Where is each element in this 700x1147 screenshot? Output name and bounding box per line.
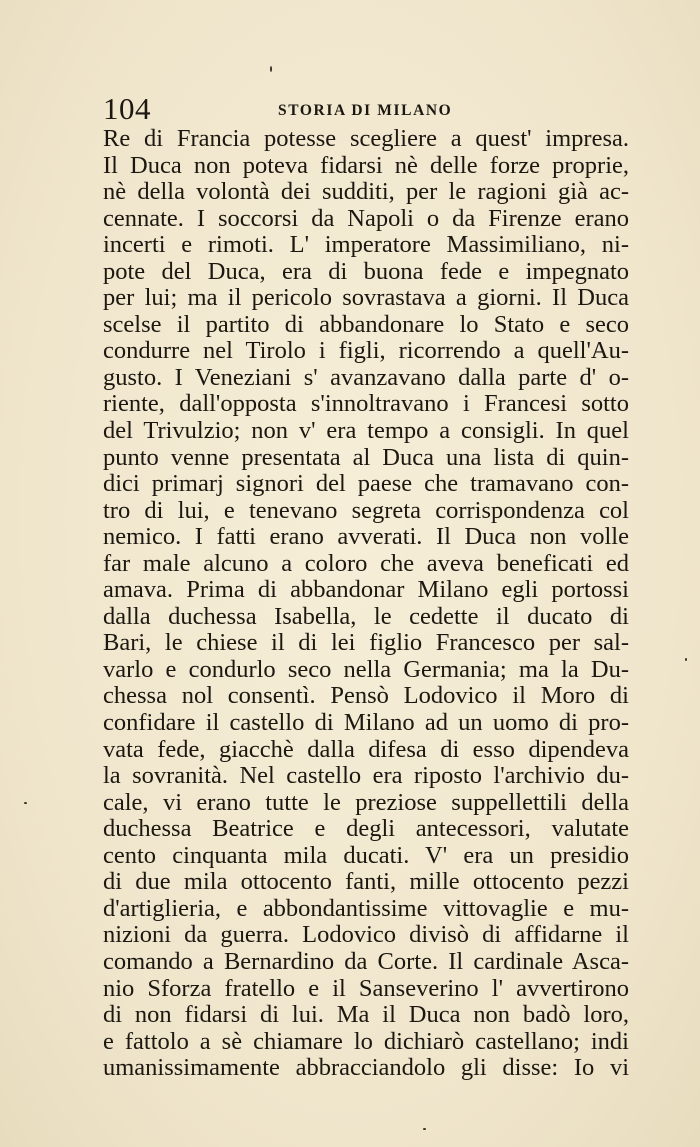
text-line: chessa nol consentì. Pensò Lodovico il Moro di	[103, 682, 629, 710]
text-line: del Trivulzio; non v' era tempo a consigli. In quel	[103, 417, 629, 445]
text-line: cento cinquanta mila ducati. V' era un presidio	[103, 841, 629, 869]
text-line: dici primarj signori del paese che tramavano con-	[103, 470, 629, 498]
text-line: confidare il castello di Milano ad un uomo di pro-	[103, 709, 629, 737]
text-line: nizioni da guerra. Lodovico divisò di affidarne il	[103, 921, 629, 949]
text-line: pote del Duca, era di buona fede e impegnato	[103, 257, 629, 285]
text-line: riente, dall'opposta s'innoltravano i Francesi sotto	[103, 390, 629, 418]
text-line: umanissimamente abbracciandolo gli disse: Io vi	[103, 1054, 629, 1082]
text-line: incerti e rimoti. L' imperatore Massimiliano, ni-	[103, 231, 629, 259]
text-line: di due mila ottocento fanti, mille ottocento pezzi	[103, 868, 629, 896]
text-line: cennate. I soccorsi da Napoli o da Firenze erano	[103, 204, 629, 232]
text-line: punto venne presentata al Duca una lista di quin-	[103, 443, 629, 471]
text-line: varlo e condurlo seco nella Germania; ma la Du-	[103, 655, 629, 683]
text-line: nè della volontà dei sudditi, per le ragioni già ac-	[103, 178, 629, 206]
text-line: comando a Bernardino da Corte. Il cardinale Asca-	[103, 947, 629, 975]
text-line: e fattolo a sè chiamare lo dichiarò castellano; indi	[103, 1027, 629, 1055]
print-speck	[270, 66, 272, 72]
text-line: scelse il partito di abbandonare lo Stato e seco	[103, 310, 629, 338]
running-head	[103, 92, 627, 126]
body-text	[103, 126, 629, 1082]
text-line: nio Sforza fratello e il Sanseverino l' avvertirono	[103, 974, 629, 1002]
page-number: 104	[103, 91, 151, 126]
text-line: vata fede, giacchè dalla difesa di esso dipendeva	[103, 735, 629, 763]
text-line: d'artiglieria, e abbondantissime vittovaglie e mu-	[103, 894, 629, 922]
text-line: per lui; ma il pericolo sovrastava a giorni. Il Duca	[103, 284, 629, 312]
running-title: STORIA DI MILANO	[278, 102, 453, 119]
text-line: far male alcuno a coloro che aveva beneficati ed	[103, 549, 629, 577]
print-speck	[24, 802, 27, 804]
text-line: tro di lui, e tenevano segreta corrispondenza col	[103, 496, 629, 524]
text-line: Il Duca non poteva fidarsi nè delle forze proprie,	[103, 151, 629, 179]
text-line: cale, vi erano tutte le preziose suppellettili della	[103, 788, 629, 816]
text-line: la sovranità. Nel castello era riposto l'archivio du-	[103, 762, 629, 790]
text-line: di non fidarsi di lui. Ma il Duca non badò loro,	[103, 1001, 629, 1029]
text-line: dalla duchessa Isabella, le cedette il ducato di	[103, 602, 629, 630]
text-line: gusto. I Veneziani s' avanzavano dalla parte d' o-	[103, 363, 629, 391]
text-line: condurre nel Tirolo i figli, ricorrendo a quell'Au-	[103, 337, 629, 365]
text-line: amava. Prima di abbandonar Milano egli portossi	[103, 576, 629, 604]
text-line: duchessa Beatrice e degli antecessori, valutate	[103, 815, 629, 843]
print-speck	[685, 658, 687, 661]
text-line: Re di Francia potesse scegliere a quest' impresa.	[103, 125, 629, 152]
text-line: Bari, le chiese il di lei figlio Francesco per sal-	[103, 629, 629, 657]
text-line: nemico. I fatti erano avverati. Il Duca non volle	[103, 523, 629, 551]
print-speck	[423, 1128, 426, 1130]
